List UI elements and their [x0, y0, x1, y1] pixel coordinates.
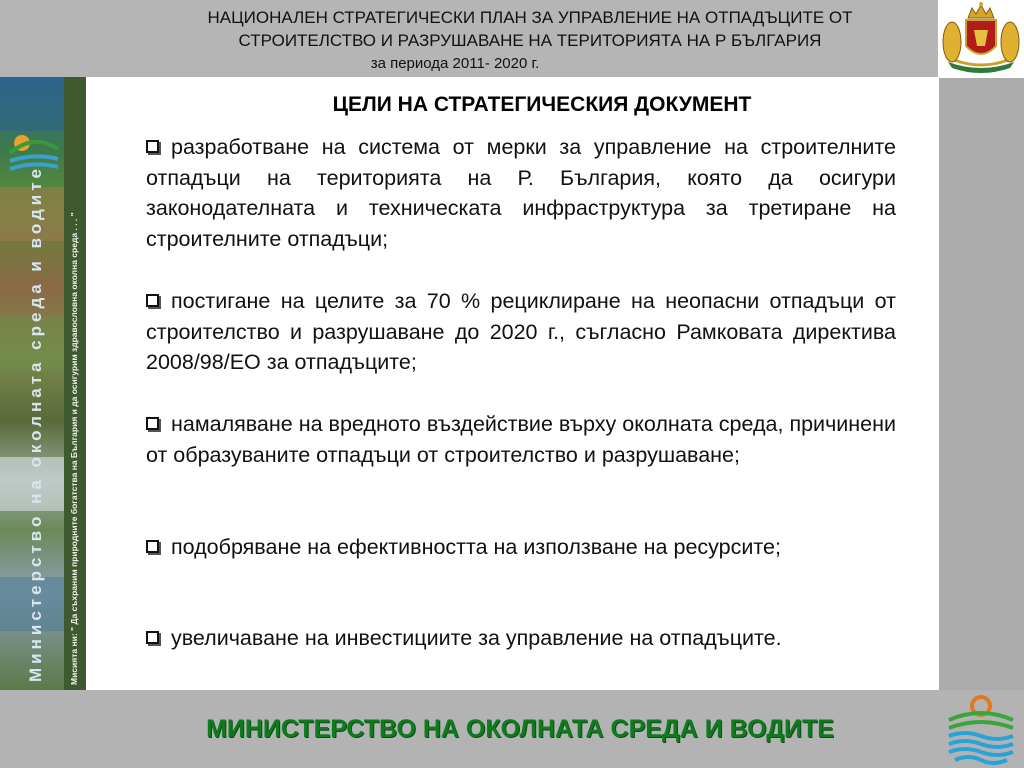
- checkbox-bullet-icon: [146, 294, 159, 307]
- vertical-mission-motto: Мисията ни: " Да съхраним природните богатства на България и да осигурим здравословна околна среда . . . ": [69, 212, 79, 685]
- header-title-line-2: СТРОИТЕЛСТВО И РАЗРУШАВАНЕ НА ТЕРИТОРИЯТА НА Р БЪЛГАРИЯ: [238, 31, 822, 50]
- vertical-ministry-title: Министерство на околната среда и водите: [26, 164, 45, 682]
- checkbox-bullet-icon: [146, 417, 159, 430]
- goal-item-4: [146, 532, 896, 563]
- goal-item-2: [146, 286, 896, 378]
- goal-text-5: увеличаване на инвестициите за управление на отпадъците.: [171, 626, 782, 650]
- header-period: за периода 2011- 2020 г.: [370, 55, 540, 72]
- header-title-line-1: НАЦИОНАЛЕН СТРАТЕГИЧЕСКИ ПЛАН ЗА УПРАВЛЕНИЕ НА ОТПАДЪЦИТЕ ОТ: [207, 8, 853, 27]
- goal-text-1: разработване на система от мерки за управление на строителните отпадъци на територията на Р. България, която да осигури законодателната и техническата инфраструктура за третиране на строителните отпадъци;: [146, 135, 896, 251]
- checkbox-bullet-icon: [146, 631, 159, 644]
- checkbox-bullet-icon: [146, 140, 159, 153]
- left-decorative-strip: [0, 77, 86, 690]
- slide-footer: [0, 690, 1024, 768]
- checkbox-bullet-icon: [146, 540, 159, 553]
- goal-text-4: подобряване на ефективността на използване на ресурсите;: [171, 535, 781, 559]
- bulgarian-coat-of-arms-icon: [938, 0, 1024, 78]
- slide-content: [86, 77, 939, 690]
- right-gray-panel: [939, 78, 1024, 690]
- goal-item-1: [146, 132, 896, 254]
- goal-text-2: постигане на целите за 70 % рециклиране на неопасни отпадъци от строителство и разрушаване до 2020 г., съгласно Рамковата директива 2008/98/ЕО за отпадъците;: [146, 289, 896, 374]
- goal-item-3: [146, 409, 896, 470]
- goal-item-5: [146, 623, 896, 654]
- ministry-name: МИНИСТЕРСТВО НА ОКОЛНАТА СРЕДА И ВОДИТЕ: [206, 715, 834, 743]
- page-title: ЦЕЛИ НА СТРАТЕГИЧЕСКИЯ ДОКУМЕНТ: [332, 93, 752, 116]
- coat-of-arms: [938, 0, 1024, 78]
- goal-text-3: намаляване на вредното въздействие върху околната среда, причинени от образуваните отпадъци от строителство и разрушаване;: [146, 412, 896, 467]
- slide-header: [0, 0, 1024, 77]
- moew-logo-icon: [943, 688, 1019, 768]
